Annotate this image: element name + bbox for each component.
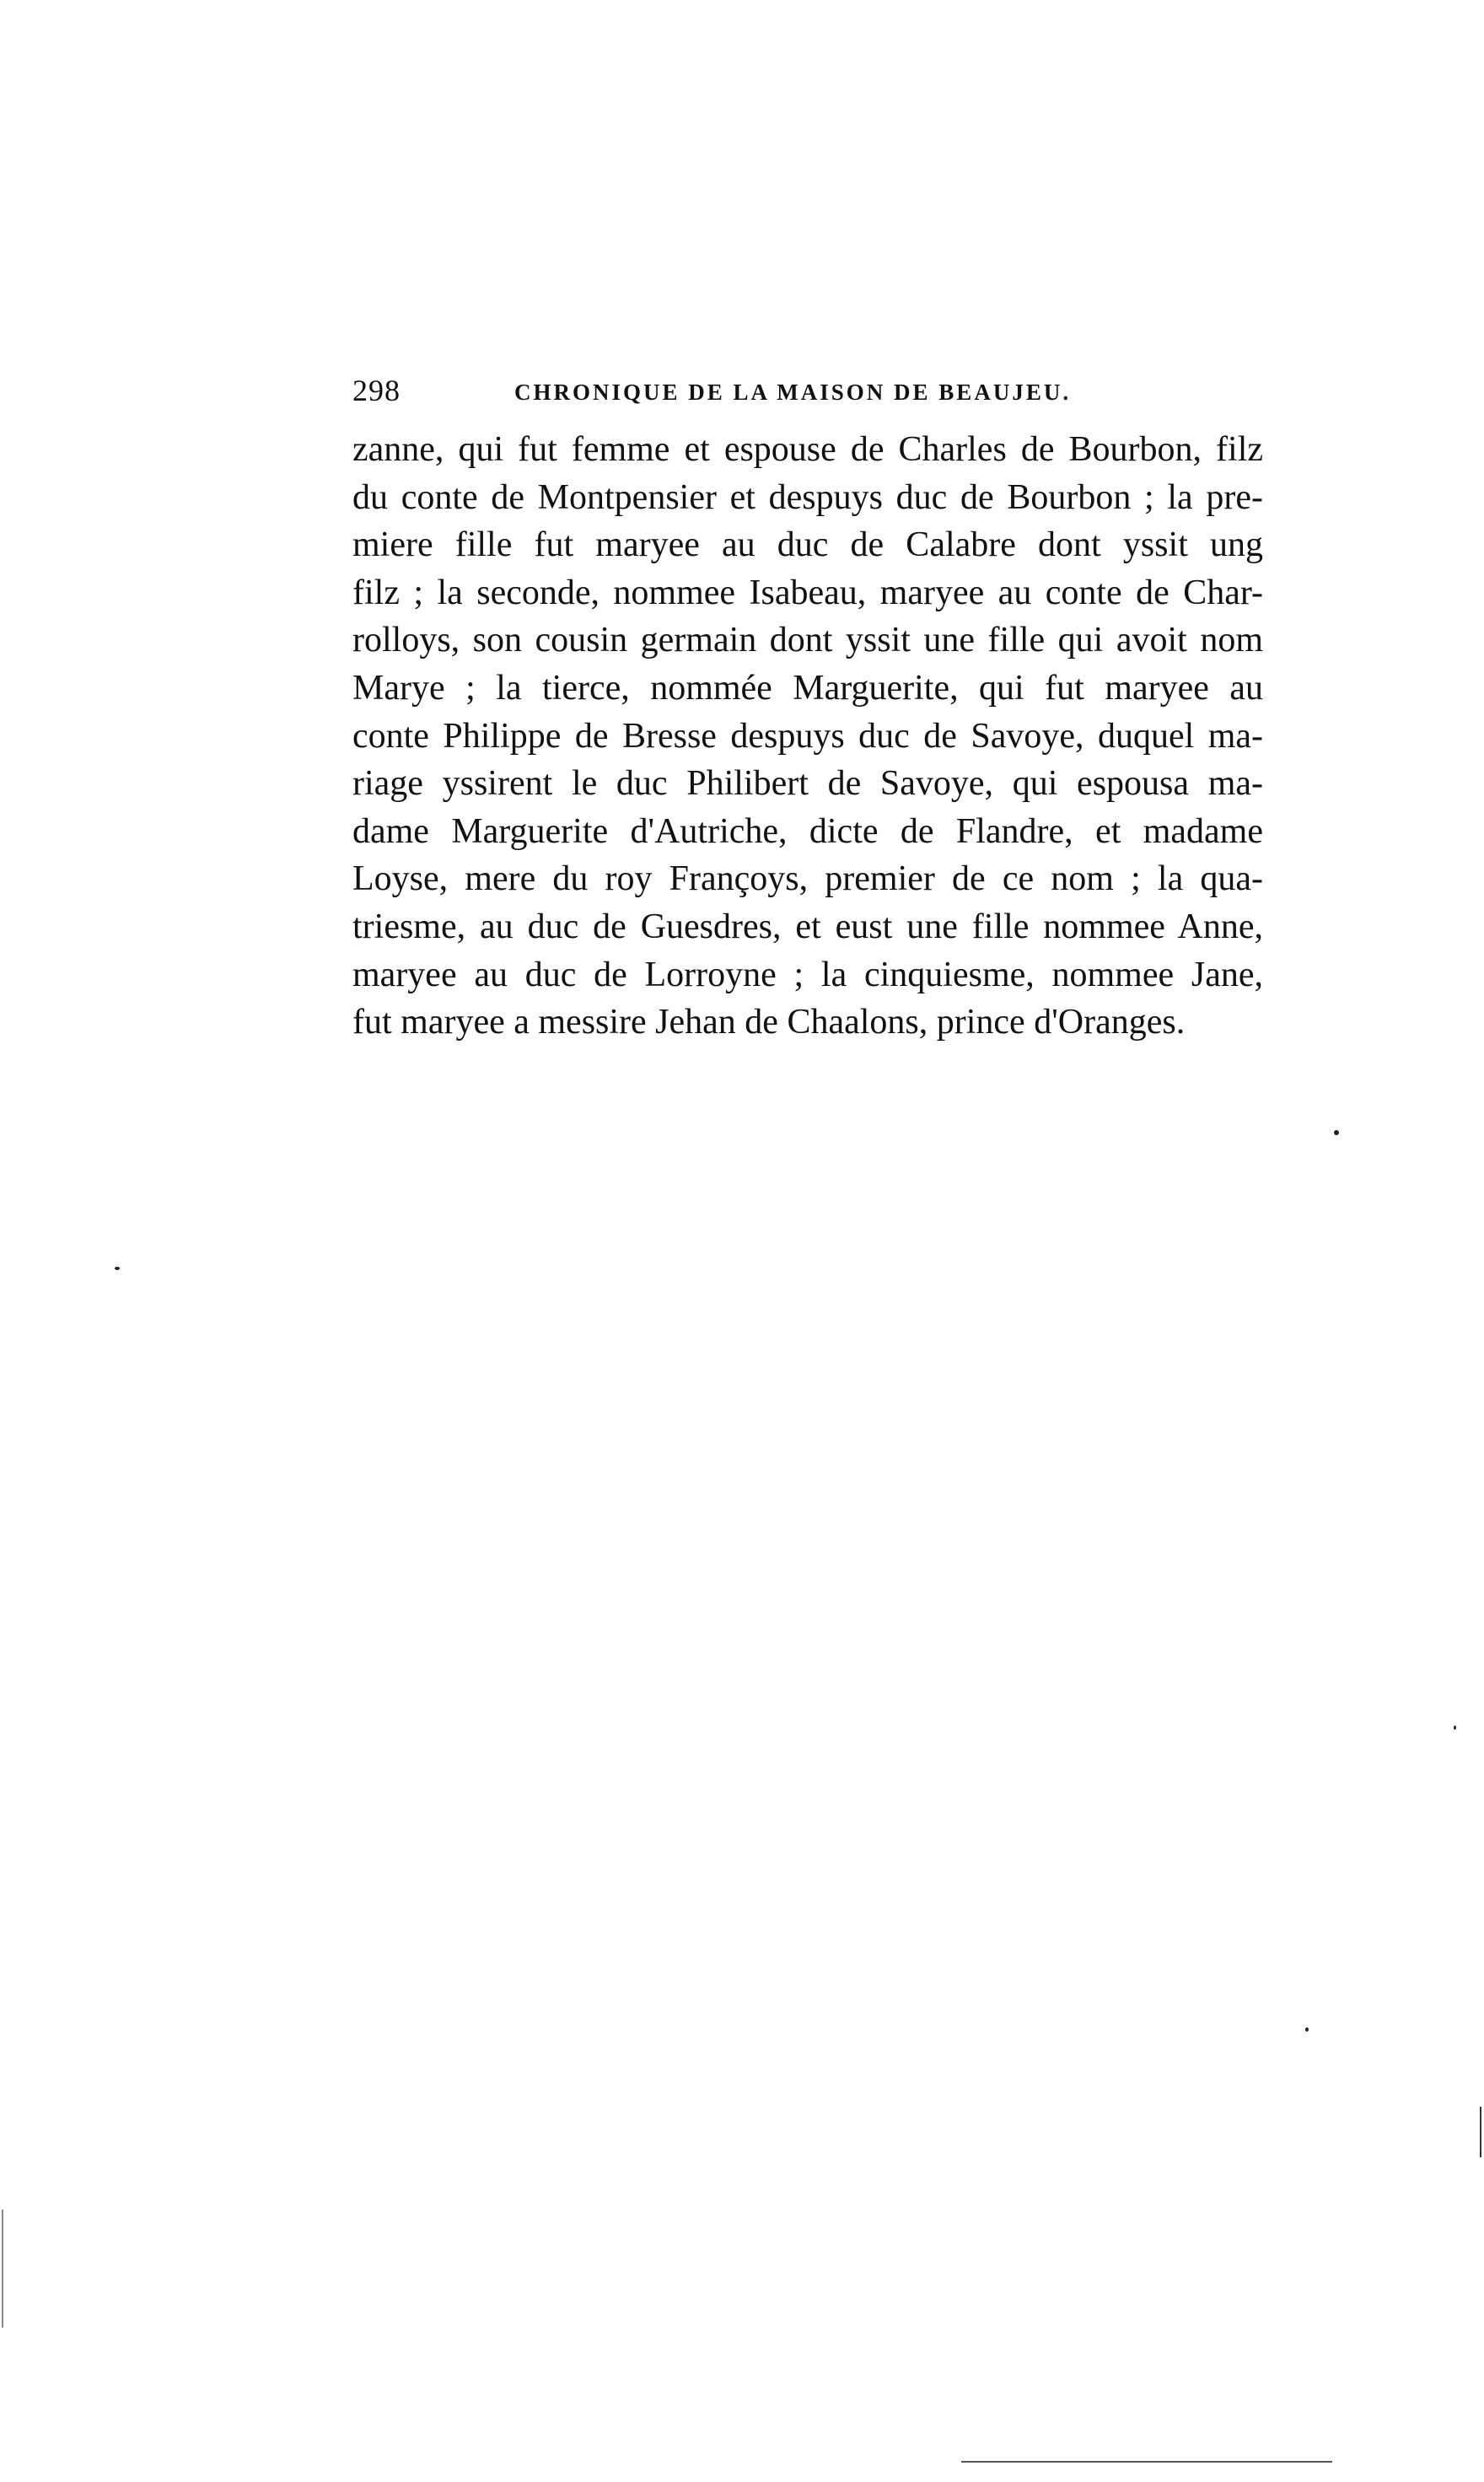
text-line: du conte de Montpensier et despuys duc de Bourbon ; la pre- <box>352 477 1263 517</box>
text-line: triesme, au duc de Guesdres, et eust une fille nommee Anne, <box>352 907 1263 946</box>
text-line: maryee au duc de Lorroyne ; la cinquiesme, nommee Jane, <box>352 955 1263 994</box>
page-number: 298 <box>352 374 401 407</box>
text-line: riage yssirent le duc Philibert de Savoye, qui espousa ma- <box>352 764 1263 804</box>
text-line: dame Marguerite d'Autriche, dicte de Flandre, et madame <box>352 811 1263 851</box>
running-title: CHRONIQUE DE LA MAISON DE BEAUJEU. <box>514 380 1072 405</box>
scan-speck <box>115 1267 120 1270</box>
text-line: Loyse, mere du roy Françoys, premier de ce nom ; la qua- <box>352 859 1263 899</box>
text-line: filz ; la seconde, nommee Isabeau, maryee au conte de Char- <box>352 573 1263 612</box>
text-line: conte Philippe de Bresse despuys duc de Savoye, duquel ma- <box>352 716 1263 756</box>
text-line: Marye ; la tierce, nommée Marguerite, qui fut maryee au <box>352 668 1263 708</box>
scan-speck <box>1334 1130 1339 1135</box>
text-line: fut maryee a messire Jehan de Chaalons, prince d'Oranges. <box>352 1003 1186 1042</box>
scan-edge-mark <box>961 2461 1332 2463</box>
text-line: miere fille fut maryee au duc de Calabre dont yssit ung <box>352 525 1263 565</box>
text-line: zanne, qui fut femme et espouse de Charles de Bourbon, filz <box>352 430 1263 469</box>
scan-edge-mark <box>2 2210 3 2328</box>
scan-speck <box>1454 1726 1456 1730</box>
body-text <box>352 426 1263 1047</box>
scan-speck <box>1305 2027 1309 2032</box>
scan-edge-mark <box>1480 2107 1481 2157</box>
text-line: rolloys, son cousin germain dont yssit une fille qui avoit nom <box>352 621 1263 660</box>
running-head <box>352 369 1263 412</box>
